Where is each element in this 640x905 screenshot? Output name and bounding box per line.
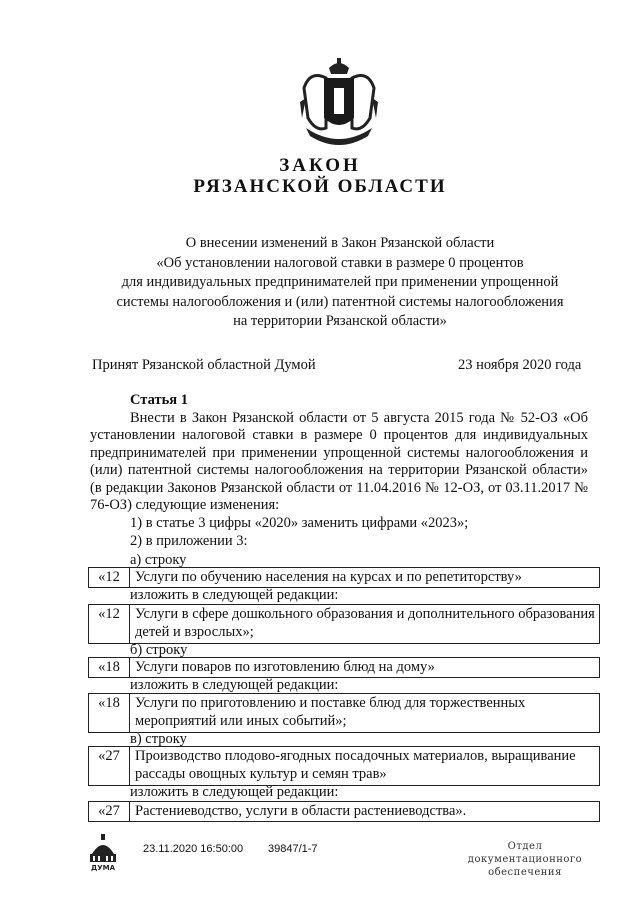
duma-logo-text: ДУМА bbox=[90, 864, 116, 872]
row-code: «27 bbox=[89, 747, 130, 785]
sub-item-c: в) строку bbox=[130, 731, 187, 747]
row-code: «18 bbox=[89, 694, 130, 732]
table-row bbox=[88, 693, 600, 733]
row-text: Растениеводство, услуги в области растениеводства». bbox=[135, 803, 467, 819]
row-text: Услуги в сфере дошкольного образования и дополнительного образования детей и взрослых»; bbox=[135, 606, 595, 640]
row-text: Услуги по обучению населения на курсах и по репетиторству» bbox=[135, 569, 522, 585]
row-code: «18 bbox=[89, 658, 130, 677]
replace-label: изложить в следующей редакции: bbox=[130, 587, 339, 603]
article-intro: Внести в Закон Рязанской области от 5 августа 2015 года № 52-ОЗ «Об установлении налоговой ставки в размере 0 процентов для индивидуальных предпринимателей при применении упрощенной системы налогообложения и (или) патентной системы налогообложения на территории Рязанской области» (в редакции Законов Рязанской области от 11.04.2016 № 12-ОЗ, от 03.11.2017 № 76-ОЗ) следующие изменения: bbox=[90, 410, 588, 514]
row-code: «12 bbox=[89, 568, 130, 587]
region-title: РЯЗАНСКОЙ ОБЛАСТИ bbox=[193, 176, 447, 197]
item-1: 1) в статье 3 цифры «2020» заменить цифрами «2023»; bbox=[130, 515, 469, 531]
registration-number: 39847/1-7 bbox=[268, 843, 318, 855]
sub-item-b: б) строку bbox=[130, 642, 188, 658]
duma-logo-icon bbox=[86, 832, 120, 872]
row-text: Производство плодово-ягодных посадочных материалов, выращивание рассады овощных культур и семян трав» bbox=[135, 748, 576, 782]
law-subject: О внесении изменений в Закон Рязанской области «Об установлении налоговой ставки в размере 0 процентов для индивидуальных предпринимателей при применении упрощенной системы налогообложения и (или) патентной системы налогообложения на территории Рязанской области» bbox=[116, 235, 564, 330]
replace-label: изложить в следующей редакции: bbox=[130, 677, 339, 693]
table-row bbox=[88, 604, 600, 644]
table-row bbox=[88, 746, 600, 786]
row-text: Услуги по приготовлению и поставке блюд для торжественных мероприятий или иных событий»; bbox=[135, 695, 526, 729]
sub-item-a: а) строку bbox=[130, 552, 187, 568]
timestamp: 23.11.2020 16:50:00 bbox=[143, 843, 244, 855]
adopted-by: Принят Рязанской областной Думой bbox=[92, 357, 316, 373]
department-stamp: Отдел документационного обеспечения bbox=[467, 841, 583, 878]
table-row bbox=[88, 801, 600, 822]
row-text: Услуги поваров по изготовлению блюд на дому» bbox=[135, 659, 435, 675]
table-row bbox=[88, 567, 600, 588]
row-code: «12 bbox=[89, 605, 130, 643]
article-heading: Статья 1 bbox=[130, 392, 188, 408]
document-type-title: ЗАКОН bbox=[279, 155, 361, 176]
adoption-date: 23 ноября 2020 года bbox=[458, 357, 582, 373]
row-code: «27 bbox=[89, 802, 130, 821]
replace-label: изложить в следующей редакции: bbox=[130, 784, 339, 800]
coat-of-arms-emblem bbox=[296, 58, 382, 150]
item-2: 2) в приложении 3: bbox=[130, 533, 248, 549]
table-row bbox=[88, 657, 600, 678]
